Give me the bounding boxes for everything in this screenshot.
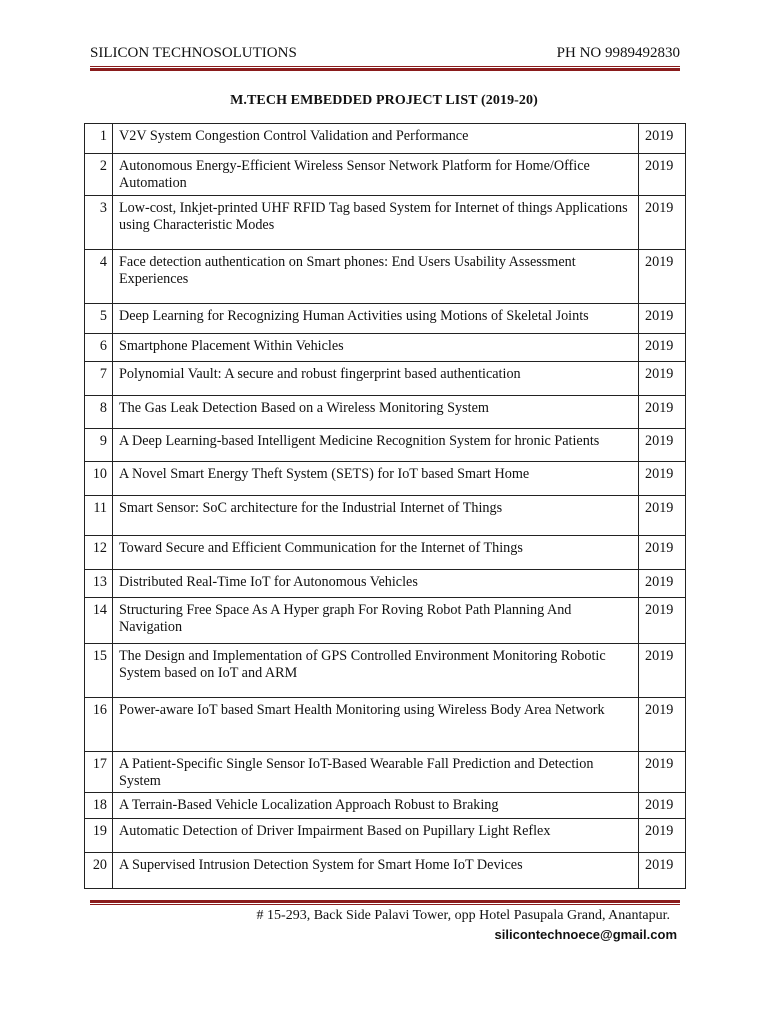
- row-number: 12: [85, 536, 113, 570]
- project-year: 2019: [639, 334, 686, 362]
- project-title: V2V System Congestion Control Validation and Performance: [113, 124, 639, 154]
- table-row: [85, 570, 686, 598]
- table-row: [85, 793, 686, 819]
- table-row: [85, 496, 686, 536]
- project-title: Smartphone Placement Within Vehicles: [113, 334, 639, 362]
- project-title: A Deep Learning-based Intelligent Medicine Recognition System for hronic Patients: [113, 429, 639, 462]
- row-number: 8: [85, 396, 113, 429]
- footer-email: silicontechnoece@gmail.com: [494, 927, 677, 942]
- table-row: [85, 154, 686, 196]
- table-row: [85, 644, 686, 698]
- project-title: Automatic Detection of Driver Impairment Based on Pupillary Light Reflex: [113, 819, 639, 853]
- row-number: 15: [85, 644, 113, 698]
- project-year: 2019: [639, 819, 686, 853]
- row-number: 18: [85, 793, 113, 819]
- project-year: 2019: [639, 698, 686, 752]
- project-title: Distributed Real-Time IoT for Autonomous Vehicles: [113, 570, 639, 598]
- project-year: 2019: [639, 598, 686, 644]
- project-title: A Patient-Specific Single Sensor IoT-Based Wearable Fall Prediction and Detection System: [113, 752, 639, 793]
- project-title: Structuring Free Space As A Hyper graph For Roving Robot Path Planning And Navigation: [113, 598, 639, 644]
- project-title: Toward Secure and Efficient Communication for the Internet of Things: [113, 536, 639, 570]
- project-year: 2019: [639, 362, 686, 396]
- row-number: 13: [85, 570, 113, 598]
- row-number: 4: [85, 250, 113, 304]
- project-year: 2019: [639, 396, 686, 429]
- project-year: 2019: [639, 496, 686, 536]
- footer-divider: [90, 900, 680, 905]
- row-number: 5: [85, 304, 113, 334]
- table-row: [85, 429, 686, 462]
- project-year: 2019: [639, 304, 686, 334]
- project-year: 2019: [639, 154, 686, 196]
- project-year: 2019: [639, 462, 686, 496]
- table-row: [85, 334, 686, 362]
- project-year: 2019: [639, 793, 686, 819]
- page-header: [90, 45, 680, 67]
- project-title: Power-aware IoT based Smart Health Monitoring using Wireless Body Area Network: [113, 698, 639, 752]
- row-number: 11: [85, 496, 113, 536]
- project-title: The Gas Leak Detection Based on a Wireless Monitoring System: [113, 396, 639, 429]
- project-title: Face detection authentication on Smart phones: End Users Usability Assessment Experiences: [113, 250, 639, 304]
- project-title: Smart Sensor: SoC architecture for the Industrial Internet of Things: [113, 496, 639, 536]
- project-year: 2019: [639, 429, 686, 462]
- project-title: Polynomial Vault: A secure and robust fingerprint based authentication: [113, 362, 639, 396]
- table-row: [85, 196, 686, 250]
- row-number: 14: [85, 598, 113, 644]
- table-row: [85, 853, 686, 889]
- table-row: [85, 304, 686, 334]
- table-row: [85, 124, 686, 154]
- project-title: A Supervised Intrusion Detection System for Smart Home IoT Devices: [113, 853, 639, 889]
- project-title: Low-cost, Inkjet-printed UHF RFID Tag based System for Internet of things Applications using Characteristic Modes: [113, 196, 639, 250]
- project-title: A Terrain-Based Vehicle Localization Approach Robust to Braking: [113, 793, 639, 819]
- table-row: [85, 250, 686, 304]
- row-number: 10: [85, 462, 113, 496]
- company-name: SILICON TECHNOSOLUTIONS: [90, 45, 297, 61]
- row-number: 16: [85, 698, 113, 752]
- table-row: [85, 698, 686, 752]
- row-number: 17: [85, 752, 113, 793]
- project-year: 2019: [639, 570, 686, 598]
- project-year: 2019: [639, 536, 686, 570]
- table-row: [85, 396, 686, 429]
- project-year: 2019: [639, 250, 686, 304]
- project-title: A Novel Smart Energy Theft System (SETS) for IoT based Smart Home: [113, 462, 639, 496]
- footer-address: # 15-293, Back Side Palavi Tower, opp Hotel Pasupala Grand, Anantapur.: [256, 908, 670, 923]
- project-title: Autonomous Energy-Efficient Wireless Sensor Network Platform for Home/Office Automation: [113, 154, 639, 196]
- project-title: The Design and Implementation of GPS Controlled Environment Monitoring Robotic System based on IoT and ARM: [113, 644, 639, 698]
- row-number: 6: [85, 334, 113, 362]
- project-year: 2019: [639, 644, 686, 698]
- row-number: 19: [85, 819, 113, 853]
- project-year: 2019: [639, 196, 686, 250]
- table-row: [85, 819, 686, 853]
- row-number: 9: [85, 429, 113, 462]
- table-row: [85, 536, 686, 570]
- row-number: 1: [85, 124, 113, 154]
- table-row: [85, 752, 686, 793]
- project-year: 2019: [639, 124, 686, 154]
- project-year: 2019: [639, 752, 686, 793]
- row-number: 7: [85, 362, 113, 396]
- table-row: [85, 598, 686, 644]
- project-table: [84, 123, 686, 889]
- phone-number: PH NO 9989492830: [556, 45, 680, 61]
- project-year: 2019: [639, 853, 686, 889]
- project-title: Deep Learning for Recognizing Human Activities using Motions of Skeletal Joints: [113, 304, 639, 334]
- table-row: [85, 462, 686, 496]
- row-number: 2: [85, 154, 113, 196]
- table-row: [85, 362, 686, 396]
- row-number: 20: [85, 853, 113, 889]
- header-divider: [90, 66, 680, 71]
- row-number: 3: [85, 196, 113, 250]
- page-title: M.TECH EMBEDDED PROJECT LIST (2019-20): [230, 93, 538, 108]
